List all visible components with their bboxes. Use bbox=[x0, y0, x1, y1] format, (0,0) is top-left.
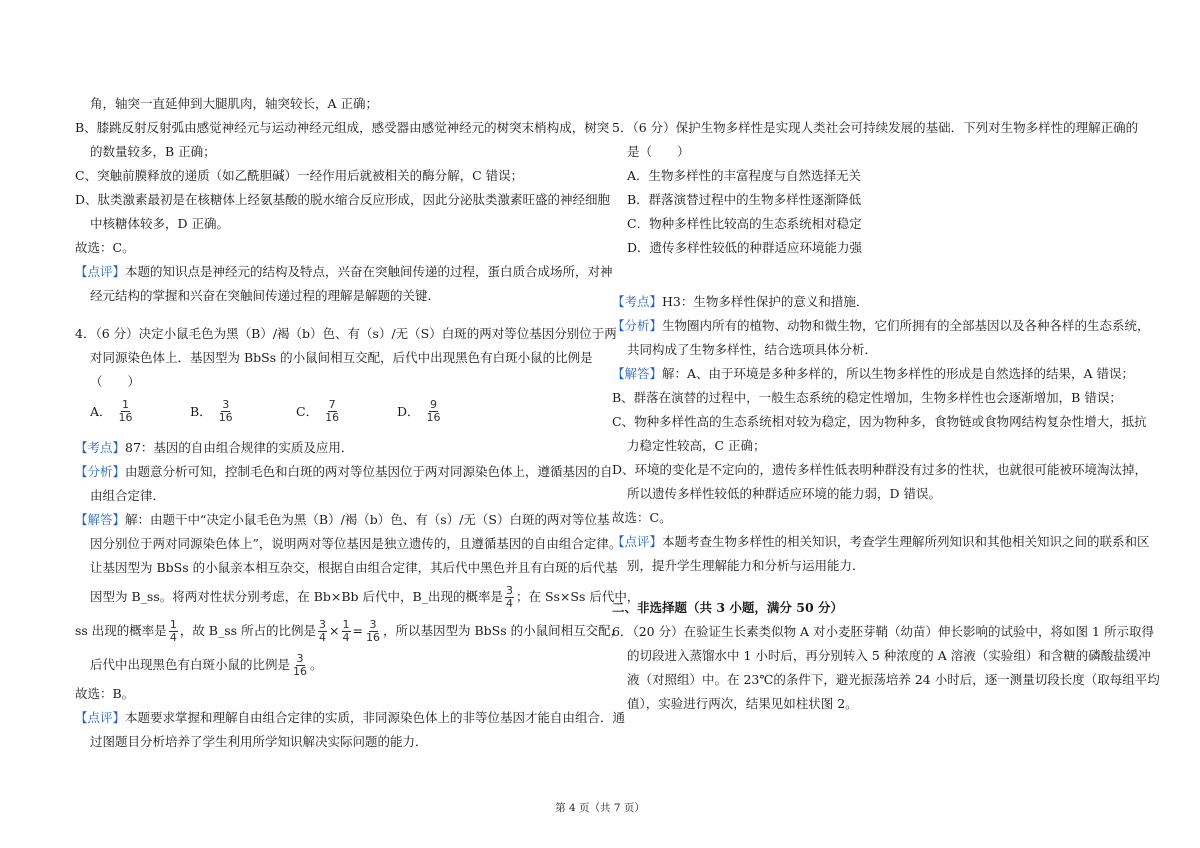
q5-fenxi-line-1: 【分析】生物圈内所有的植物、动物和微生物，它们所拥有的全部基因以及各种各样的生态系统， bbox=[612, 318, 1150, 333]
q5-jieda-line-3: C、物种多样性高的生态系统相对较为稳定，因为物种多，食物链或食物网结构复杂性增大，抵抗 bbox=[612, 414, 1147, 429]
fraction: $\frac{7}{16}$ bbox=[325, 397, 340, 424]
fenxi-tag: 【分析】 bbox=[75, 464, 126, 479]
fraction: $\frac{3}{16}$ bbox=[293, 652, 308, 678]
q4-jieda-line-1: 【解答】解：由题干中“决定小鼠毛色为黑（B）/褐（b）色、有（s）/无（S）白斑的两对等位基 bbox=[75, 512, 610, 527]
q4-stem-line-1: 4．（6 分）决定小鼠毛色为黑（B）/褐（b）色、有（s）/无（S）白斑的两对等位基因分别位于两 bbox=[75, 326, 617, 341]
q6-line-4: 值），实验进行两次，结果见如柱状图 2。 bbox=[627, 696, 858, 711]
comment-text: 本题的知识点是神经元的结构及特点，兴奋在突触间传递的过程，蛋白质合成场所，对神 bbox=[125, 264, 613, 279]
q3-answer: 故选：C。 bbox=[75, 240, 135, 255]
section-title: 二、非选择题（共 3 小题，满分 50 分） bbox=[612, 600, 844, 615]
q3-comment-line-2: 经元结构的掌握和兴奋在突触间传递过程的理解是解题的关键． bbox=[90, 288, 441, 303]
choice-a: A． $\frac{1}{16}$ bbox=[90, 397, 133, 424]
q5-dianping-line-2: 别，提升学生理解能力和分析与运用能力． bbox=[627, 558, 865, 573]
q5-choice-b: B．群落演替过程中的生物多样性逐渐降低 bbox=[627, 192, 862, 207]
left-column bbox=[75, 92, 640, 754]
q3-comment-line-1 bbox=[75, 260, 613, 284]
q4-choices bbox=[75, 394, 600, 428]
q5-choice-c: C．物种多样性比较高的生态系统相对稳定 bbox=[627, 216, 862, 231]
q6-line-2: 的切段进入蒸馏水中 1 小时后，再分别转入 5 种浓度的 A 溶液（实验组）和含糖的磷酸盐缓冲 bbox=[627, 648, 1151, 663]
q5-jieda-line-4: 力稳定性较高，C 正确； bbox=[627, 438, 766, 453]
q4-stem-line-2: 对同源染色体上．基因型为 BbSs 的小鼠间相互交配，后代中出现黑色有白斑小鼠的比例是 bbox=[90, 350, 593, 365]
q4-dianping-line-2: 过图题目分析培养了学生利用所学知识解决实际问题的能力． bbox=[90, 734, 428, 749]
q3-line-6: 中核糖体较多，D 正确。 bbox=[90, 216, 229, 231]
q4-answer: 故选：B。 bbox=[75, 686, 135, 701]
fraction: $\frac{1}{4}$ bbox=[342, 618, 350, 644]
q3-line-4: C、突触前膜释放的递质（如乙酰胆碱）一经作用后就被相关的酶分解，C 错误； bbox=[75, 168, 524, 183]
q3-line-3: 的数量较多，B 正确； bbox=[90, 144, 216, 159]
q4-jieda-line-2: 因分别位于两对同源染色体上”，说明两对等位基因是独立遗传的，且遵循基因的自由组合定律。 bbox=[90, 536, 622, 551]
jieda-tag: 【解答】 bbox=[612, 366, 663, 381]
q6-line-1: 6．（20 分）在验证生长素类似物 A 对小麦胚芽鞘（幼苗）伸长影响的试验中，将如图 1 所示取得 bbox=[612, 624, 1154, 639]
page-footer: 第 4 页（共 7 页） bbox=[555, 802, 645, 814]
q4-stem-line-3: （ ） bbox=[90, 374, 141, 389]
q3-line-2: B、膝跳反射反射弧由感觉神经元与运动神经元组成，感受器由感觉神经元的树突末梢构成，树突 bbox=[75, 120, 610, 135]
choice-b: B． $\frac{3}{16}$ bbox=[190, 397, 233, 424]
fraction: $\frac{9}{16}$ bbox=[426, 397, 441, 424]
q5-dianping-line-1: 【点评】本题考查生物多样性的相关知识，考查学生理解所列知识和其他相关知识之间的联系和区 bbox=[612, 534, 1150, 549]
q4-kaodian: 【考点】87：基因的自由组合规律的实质及应用． bbox=[75, 440, 354, 455]
q5-jieda-line-5: D、环境的变化是不定向的，遗传多样性低表明种群没有过多的性状，也就很可能被环境淘汰掉， bbox=[612, 462, 1148, 477]
q5-jieda-line-2: B、群落在演替的过程中，一般生态系统的稳定性增加，生物多样性也会逐渐增加，B 错误； bbox=[612, 390, 1122, 405]
dianping-tag: 【点评】 bbox=[75, 710, 126, 725]
q5-stem-line-2: 是（ ） bbox=[627, 144, 690, 159]
q6-line-3: 液（对照组）中。在 23℃的条件下，避光振荡培养 24 小时后，逐一测量切段长度（取每组平均 bbox=[627, 672, 1160, 687]
kaodian-tag: 【考点】 bbox=[75, 440, 126, 455]
choice-c: C． $\frac{7}{16}$ bbox=[296, 397, 340, 424]
fenxi-tag: 【分析】 bbox=[612, 318, 663, 333]
comment-tag: 【点评】 bbox=[75, 264, 126, 279]
q5-jieda-line-6: 所以遗传多样性较低的种群适应环境的能力弱，D 错误。 bbox=[627, 486, 941, 501]
fraction: $\frac{3}{4}$ bbox=[319, 618, 327, 644]
kaodian-tag: 【考点】 bbox=[612, 294, 663, 309]
q3-line-1: 角，轴突一直延伸到大腿肌肉，轴突较长，A 正确； bbox=[90, 96, 379, 111]
fraction: $\frac{3}{4}$ bbox=[505, 584, 513, 610]
q4-fenxi-line-2: 由组合定律． bbox=[90, 488, 166, 503]
q5-fenxi-line-2: 共同构成了生物多样性，结合选项具体分析． bbox=[627, 342, 878, 357]
q4-jieda-line-6: 后代中出现黑色有白斑小鼠的比例是 $\frac{3}{16}$ 。 bbox=[90, 652, 323, 678]
q5-jieda-line-1: 【解答】解：A、由于环境是多种多样的，所以生物多样性的形成是自然选择的结果，A 错误； bbox=[612, 366, 1135, 381]
q5-choice-a: A．生物多样性的丰富程度与自然选择无关 bbox=[627, 168, 862, 183]
q5-stem-line-1: 5．（6 分）保护生物多样性是实现人类社会可持续发展的基础．下列对生物多样性的理解正确的 bbox=[612, 120, 1139, 135]
q4-jieda-line-4: 因型为 B_ss。将两对性状分别考虑，在 Bb×Bb 后代中，B_出现的概率是 $\frac{3}{4}$ ；在 Ss×Ss 后代中， bbox=[90, 584, 640, 610]
fraction: $\frac{1}{4}$ bbox=[169, 618, 177, 644]
q4-dianping-line-1: 【点评】本题要求掌握和理解自由组合定律的实质，非同源染色体上的非等位基因才能自由组合．通 bbox=[75, 710, 626, 725]
fraction: $\frac{1}{16}$ bbox=[118, 397, 133, 424]
dianping-tag: 【点评】 bbox=[612, 534, 663, 549]
q5-choice-d: D．遗传多样性较低的种群适应环境能力强 bbox=[627, 240, 863, 255]
q4-fenxi-line-1: 【分析】由题意分析可知，控制毛色和白斑的两对等位基因位于两对同源染色体上，遵循基因的自 bbox=[75, 464, 613, 479]
q3-line-5: D、肽类激素最初是在核糖体上经氨基酸的脱水缩合反应形成，因此分泌肽类激素旺盛的神经细胞 bbox=[75, 192, 611, 207]
q4-jieda-line-3: 让基因型为 BbSs 的小鼠亲本相互杂交，根据自由组合定律，其后代中黑色并且有白斑的后代基 bbox=[90, 560, 618, 575]
q4-jieda-line-5: ss 出现的概率是 $\frac{1}{4}$ ，故 B_ss 所占的比例是 $\frac{3}{4}$ × $\frac{1}{4}$ = $\frac{3}{16}$ ，所以基因型为 BbSs 的小鼠间相互交配， bbox=[75, 618, 624, 644]
fraction: $\frac{3}{16}$ bbox=[366, 618, 380, 644]
jieda-tag: 【解答】 bbox=[75, 512, 126, 527]
fraction: $\frac{3}{16}$ bbox=[218, 397, 233, 424]
q5-kaodian: 【考点】H3：生物多样性保护的意义和措施． bbox=[612, 294, 869, 309]
choice-d: D． $\frac{9}{16}$ bbox=[397, 397, 441, 424]
q5-answer: 故选：C。 bbox=[612, 510, 672, 525]
right-column bbox=[612, 116, 1160, 716]
